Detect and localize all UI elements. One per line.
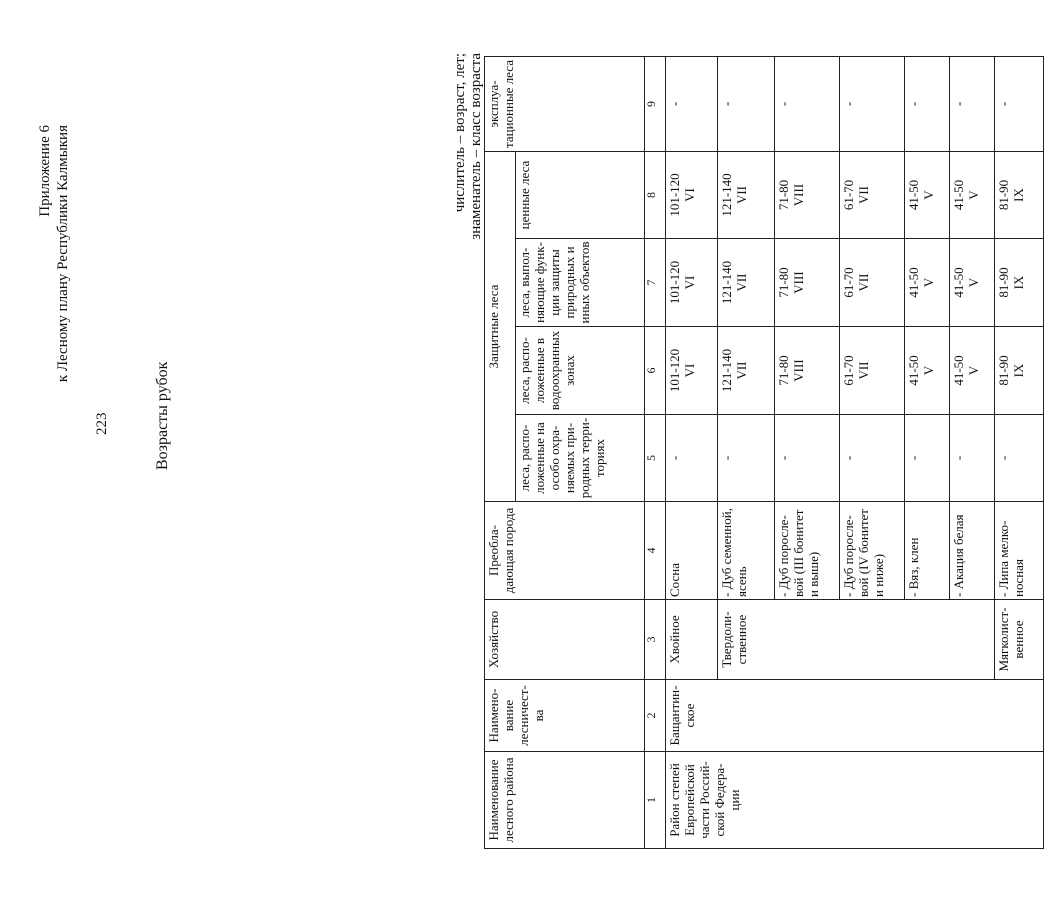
header-col6: леса, распо-ложенные в водоохранных зонах (516, 327, 645, 415)
header-economy: Хозяйство (485, 600, 645, 680)
age-cell: 41-50 V (905, 327, 950, 415)
age-cell: - (665, 57, 717, 152)
appendix-reference: к Лесному плану Республики Калмыкия (55, 125, 71, 383)
column-number: 4 (645, 502, 665, 600)
age-cell: 101-120 VI (665, 152, 717, 239)
age-cell: - (905, 57, 950, 152)
header-col9: эксплуа-тационные леса (485, 57, 645, 152)
species-cell: - Акация белая (950, 502, 995, 600)
age-cell: - (665, 415, 717, 502)
age-cell: - (774, 415, 839, 502)
column-number: 8 (645, 152, 665, 239)
species-cell: - Липа мелко-ноcная (994, 502, 1043, 600)
page-number: 223 (94, 412, 110, 435)
species-cell: Сосна (665, 502, 717, 600)
age-cell: 81-90 IX (994, 327, 1043, 415)
age-cell: 71-80 VIII (774, 152, 839, 239)
age-cell: 121-140 VII (717, 239, 774, 327)
species-cell: - Дуб порослe-вой (IV бонитет и ниже) (839, 502, 904, 600)
age-cell: 101-120 VI (665, 239, 717, 327)
age-cell: 121-140 VII (717, 152, 774, 239)
age-cell: - (839, 57, 904, 152)
age-cell: 61-70 VII (839, 327, 904, 415)
age-cell: 41-50 V (950, 152, 995, 239)
age-cell: 41-50 V (950, 327, 995, 415)
age-cell: - (717, 415, 774, 502)
economy-cell: Хвойное (665, 600, 717, 680)
age-cell: 71-80 VIII (774, 239, 839, 327)
column-number: 9 (645, 57, 665, 152)
header-col7: леса, выпол-няющие функ-ции защиты природных и иных объектов (516, 239, 645, 327)
forestry-cell: Бащантин-ское (665, 680, 1043, 752)
region-cell: Район степей Европейской части Россий-ской Федера-ции (665, 752, 1043, 849)
age-cell: 81-90 IX (994, 152, 1043, 239)
appendix-label: Приложение 6 (37, 125, 53, 217)
age-cell: - (950, 415, 995, 502)
header-region: Наименование лесного района (485, 752, 645, 849)
column-number: 5 (645, 415, 665, 502)
column-number: 1 (645, 752, 665, 849)
table-row (665, 57, 717, 849)
cutting-age-table (484, 56, 1044, 849)
header-col8: ценные леса (516, 152, 645, 239)
age-cell: - (717, 57, 774, 152)
column-number: 6 (645, 327, 665, 415)
column-number: 3 (645, 600, 665, 680)
economy-cell: Мягколист-венное (994, 600, 1043, 680)
header-species: Преобла-дающая порода (485, 502, 645, 600)
age-cell: - (994, 415, 1043, 502)
species-cell: - Дуб порослe-вой (III бонитет и выше) (774, 502, 839, 600)
economy-cell: Твердоли-ственное (717, 600, 994, 680)
age-cell: 41-50 V (905, 239, 950, 327)
age-cell: 71-80 VIII (774, 327, 839, 415)
age-cell: 121-140 VII (717, 327, 774, 415)
document-title: Возрасты рубок (154, 361, 171, 470)
column-number: 2 (645, 680, 665, 752)
header-col5: леса, распо-ложенные на особо охра-няемых при-родных терри-ториях (516, 415, 645, 502)
header-forestry: Наимено-вание лесничест-ва (485, 680, 645, 752)
age-cell: - (994, 57, 1043, 152)
age-cell: - (905, 415, 950, 502)
age-cell: 61-70 VII (839, 239, 904, 327)
header-row-1 (485, 57, 516, 849)
legend-denominator: знаменатель – класс возраста (468, 53, 484, 240)
header-protective: Защитные леса (485, 152, 516, 502)
age-cell: 61-70 VII (839, 152, 904, 239)
age-cell: - (839, 415, 904, 502)
age-cell: - (774, 57, 839, 152)
column-number-row (645, 57, 665, 849)
age-cell: 41-50 V (950, 239, 995, 327)
legend-numerator: числитель – возраст, лет; (452, 53, 468, 213)
age-cell: 41-50 V (905, 152, 950, 239)
species-cell: - Вяз, клен (905, 502, 950, 600)
species-cell: - Дуб семенной, ясень (717, 502, 774, 600)
age-cell: 101-120 VI (665, 327, 717, 415)
age-cell: - (950, 57, 995, 152)
rotated-content (30, 30, 1026, 880)
column-number: 7 (645, 239, 665, 327)
age-cell: 81-90 IX (994, 239, 1043, 327)
